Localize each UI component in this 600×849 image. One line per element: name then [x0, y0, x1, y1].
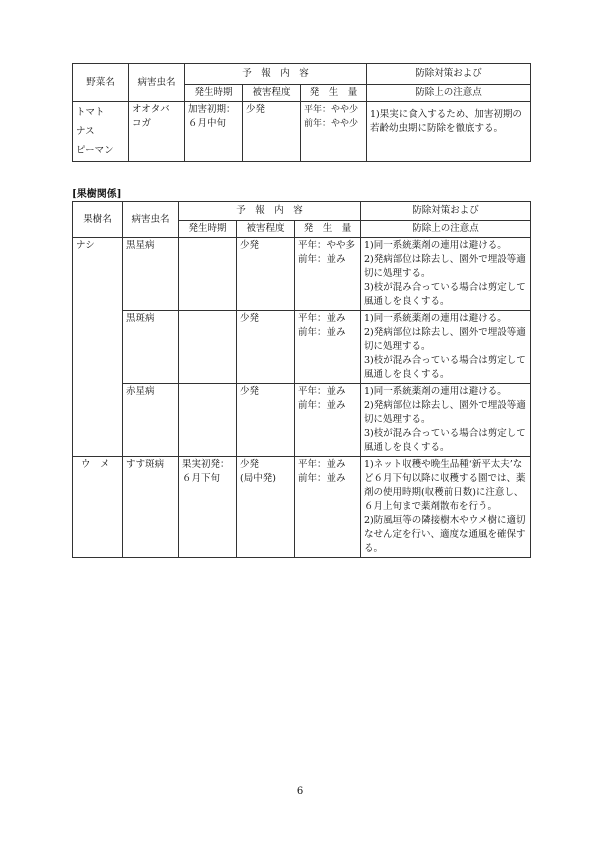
damage-cell: 少発 [237, 384, 295, 457]
measure-item: 2)発病部位は除去し、園外で埋設等適切に処理する。 [364, 400, 526, 425]
timing-line: 果実初発： [182, 459, 230, 470]
measure-item: 1)ネット収穫や晩生品種‘新平太夫’など６月下旬以降に収穫する園では、薬剤の使用時期(収穫前日数)に注意し、６月上旬まで薬剤散布を行う。 [364, 459, 526, 512]
amount-cell [295, 457, 361, 558]
measure-item: 2)発病部位は除去し、園外で埋設等適切に処理する。 [364, 327, 526, 352]
amount-line: 前年：並み [298, 327, 346, 338]
crop-cell: ウ メ [73, 457, 123, 558]
header-timing: 発生時期 [185, 85, 243, 102]
timing-cell [179, 457, 237, 558]
crop-name: トマト [76, 107, 105, 118]
measure-item: 2)防風垣等の隣接樹木やウメ樹に適切なせん定を行い、適度な通風を確保する。 [364, 515, 526, 554]
table-row [73, 384, 531, 457]
header-forecast: 予 報 内 容 [185, 64, 367, 85]
amount-line: 前年：並み [298, 254, 346, 265]
amount-cell [295, 238, 361, 311]
measures-cell [361, 457, 531, 558]
measure-item: 3)枝が混み合っている場合は剪定して風通しを良くする。 [364, 428, 526, 453]
header-crop: 果樹名 [73, 202, 123, 238]
table-row [73, 238, 531, 311]
timing-line: 加害初期： [188, 104, 236, 115]
pest-cell: 黒斑病 [123, 311, 179, 384]
amount-line: 平年：やや少 [304, 105, 359, 115]
crop-cell: ナシ [73, 238, 123, 457]
damage-cell: 少発 [237, 238, 295, 311]
measures-cell [361, 311, 531, 384]
timing-cell [179, 311, 237, 384]
measures-cell: 1)果実に食入するため、加害初期の若齢幼虫期に防除を徹底する。 [367, 102, 531, 162]
header-damage: 被害程度 [243, 85, 301, 102]
page-number: 6 [296, 786, 304, 797]
damage-cell [237, 457, 295, 558]
measure-item: 3)枝が混み合っている場合は剪定して風通しを良くする。 [364, 355, 526, 380]
measures-cell [361, 238, 531, 311]
amount-line: 前年：並み [298, 400, 346, 411]
vegetable-forecast-table [72, 63, 531, 162]
section-title: [果樹関係] [72, 189, 122, 200]
table-row [73, 457, 531, 558]
amount-line: 平年：並み [298, 459, 346, 470]
amount-line: 平年：並み [298, 386, 346, 397]
header-measures-line2: 防除上の注意点 [361, 221, 531, 238]
header-amount: 発 生 量 [301, 85, 367, 102]
pest-cell: 赤星病 [123, 384, 179, 457]
amount-line: 前年：並み [298, 473, 346, 484]
measure-item: 3)枝が混み合っている場合は剪定して風通しを良くする。 [364, 282, 526, 307]
crop-name: ピーマン [76, 145, 114, 156]
header-crop: 野菜名 [73, 64, 129, 102]
damage-cell: 少発 [237, 311, 295, 384]
header-measures-line1: 防除対策および [361, 202, 531, 221]
pest-name-part: オオタバ [132, 104, 170, 115]
table-row [73, 102, 531, 162]
pest-cell: すす斑病 [123, 457, 179, 558]
header-timing: 発生時期 [179, 221, 237, 238]
damage-line: (局中発) [240, 473, 276, 484]
measure-item: 1)同一系統薬剤の連用は避ける。 [364, 240, 507, 251]
timing-cell [179, 384, 237, 457]
measure-item: 2)発病部位は除去し、園外で埋設等適切に処理する。 [364, 254, 526, 279]
measure-item: 1)同一系統薬剤の連用は避ける。 [364, 386, 507, 397]
pest-name-part: コガ [132, 118, 152, 129]
header-damage: 被害程度 [237, 221, 295, 238]
amount-line: 前年：やや少 [304, 119, 359, 129]
header-amount: 発 生 量 [295, 221, 361, 238]
timing-line: ６月下旬 [182, 473, 221, 484]
amount-line: 平年：並み [298, 313, 346, 324]
amount-line: 平年：やや多 [298, 240, 356, 251]
pest-cell [129, 102, 185, 162]
timing-line: ６月中旬 [188, 118, 227, 129]
timing-cell [185, 102, 243, 162]
measures-cell [361, 384, 531, 457]
amount-cell [301, 102, 367, 162]
pest-cell: 黒星病 [123, 238, 179, 311]
crop-name: ナス [76, 126, 95, 137]
header-pest: 病害虫名 [123, 202, 179, 238]
header-measures-line2: 防除上の注意点 [367, 85, 531, 102]
measure-item: 1)同一系統薬剤の連用は避ける。 [364, 313, 507, 324]
header-measures-line1: 防除対策および [367, 64, 531, 85]
crop-cell [73, 102, 129, 162]
fruit-forecast-table [72, 201, 531, 558]
amount-cell [295, 311, 361, 384]
table-row [73, 311, 531, 384]
header-forecast: 予 報 内 容 [179, 202, 361, 221]
amount-cell [295, 384, 361, 457]
damage-cell: 少発 [243, 102, 301, 162]
header-pest: 病害虫名 [129, 64, 185, 102]
damage-line: 少発 [240, 459, 260, 470]
timing-cell [179, 238, 237, 311]
